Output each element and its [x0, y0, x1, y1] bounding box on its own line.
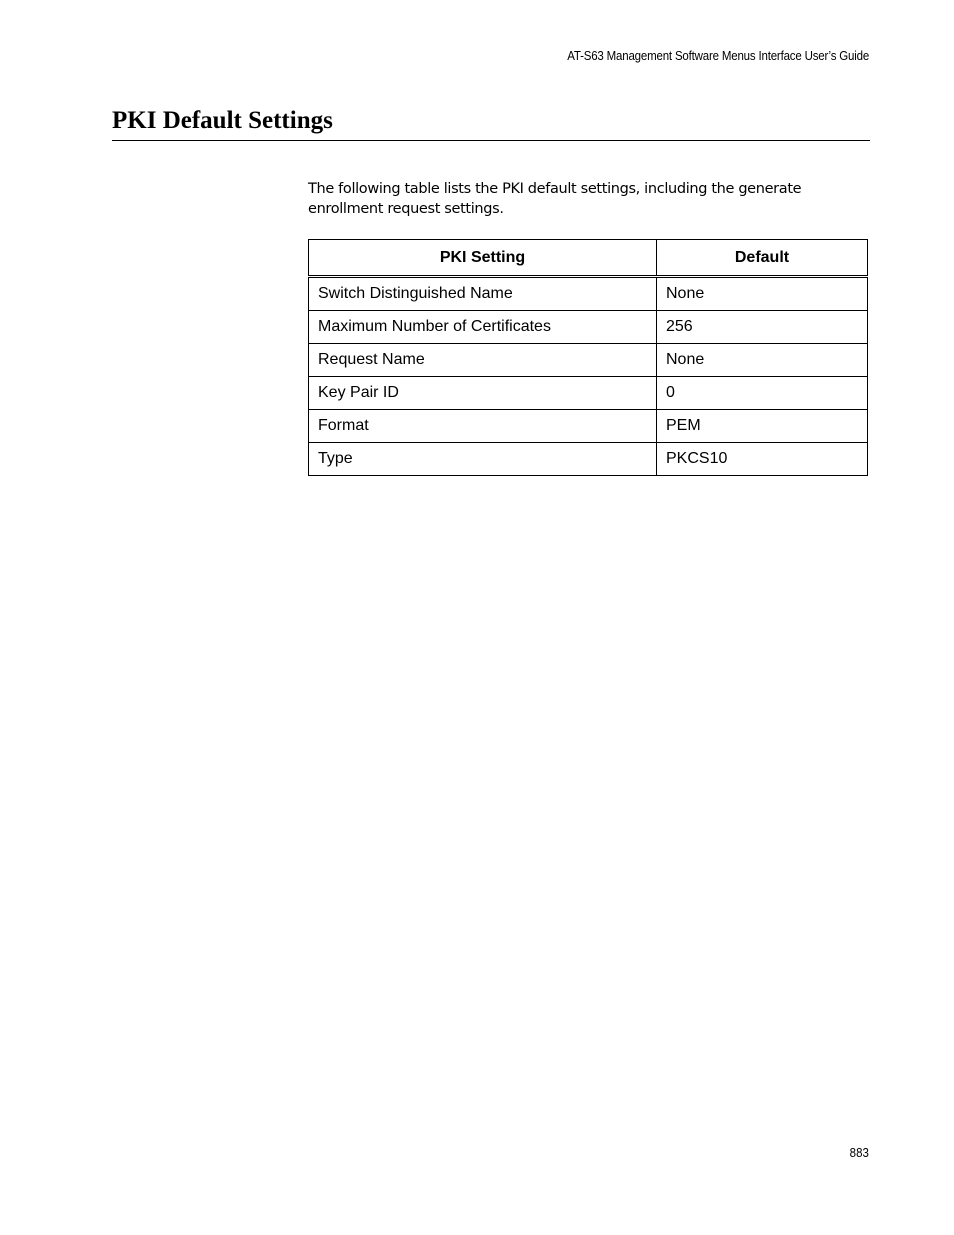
pki-defaults-table — [308, 239, 868, 476]
default-value-cell: 256 — [657, 311, 868, 344]
title-rule — [112, 140, 870, 141]
setting-name-cell: Type — [309, 443, 657, 476]
table-row — [309, 443, 868, 476]
setting-name-cell: Maximum Number of Certificates — [309, 311, 657, 344]
table-header-row — [309, 240, 868, 277]
setting-name-cell: Key Pair ID — [309, 377, 657, 410]
default-value-cell: PKCS10 — [657, 443, 868, 476]
table-row — [309, 344, 868, 377]
default-value-cell: None — [657, 344, 868, 377]
table-row — [309, 277, 868, 311]
intro-paragraph: The following table lists the PKI default settings, including the generate enrollment request settings. — [308, 181, 802, 217]
page-number: 883 — [849, 1146, 869, 1160]
setting-name-cell: Request Name — [309, 344, 657, 377]
column-header-default: Default — [657, 240, 868, 277]
default-value-cell: PEM — [657, 410, 868, 443]
section-title: PKI Default Settings — [112, 107, 333, 134]
running-header: AT-S63 Management Software Menus Interface User’s Guide — [567, 49, 869, 63]
default-value-cell: 0 — [657, 377, 868, 410]
table-row — [309, 377, 868, 410]
default-value-cell: None — [657, 277, 868, 311]
setting-name-cell: Switch Distinguished Name — [309, 277, 657, 311]
column-header-pki-setting: PKI Setting — [309, 240, 657, 277]
table-row — [309, 410, 868, 443]
table-row — [309, 311, 868, 344]
setting-name-cell: Format — [309, 410, 657, 443]
